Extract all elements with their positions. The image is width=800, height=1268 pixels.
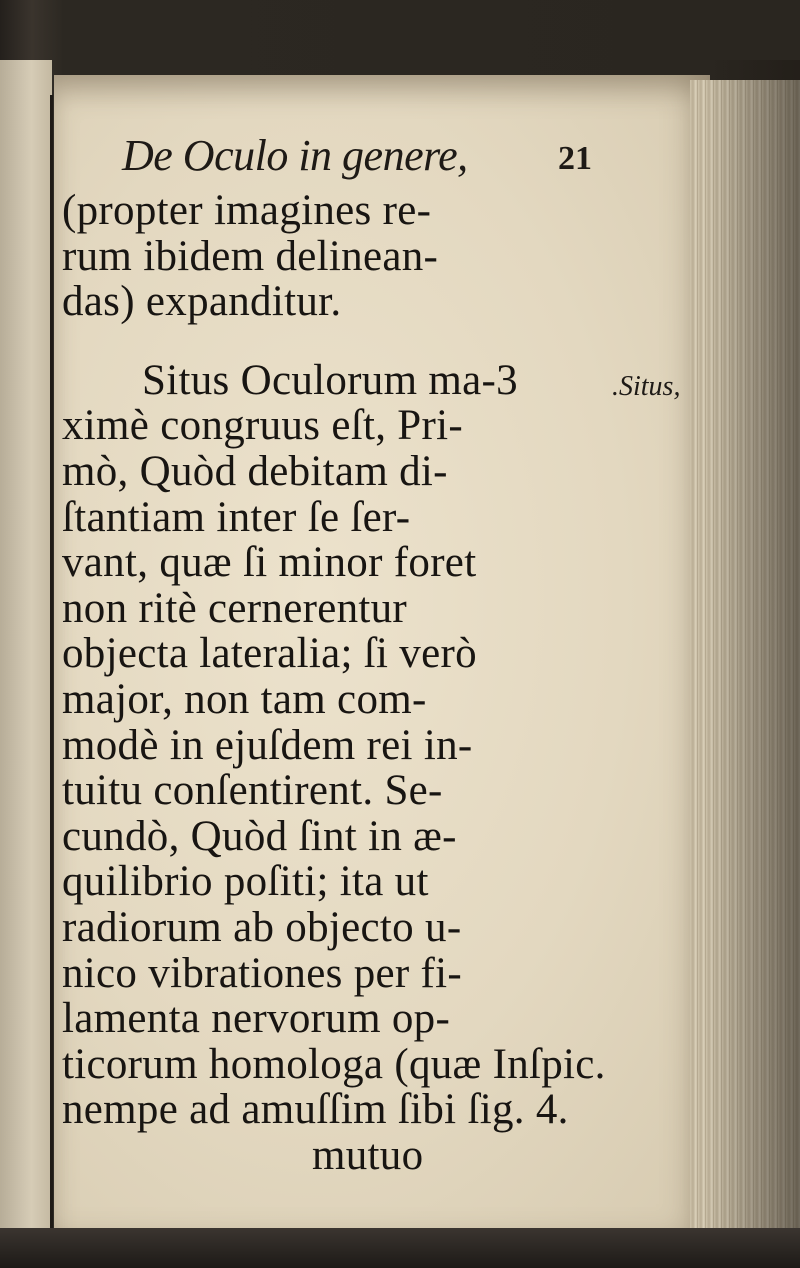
text-line: modè in ejuſdem rei in- <box>62 721 473 769</box>
gutter-rule <box>50 95 53 1240</box>
text-line: nempe ad amuſſim ſibi ſig. 4. <box>62 1086 569 1134</box>
text-line: cundò, Quòd ſint in æ- <box>62 812 457 860</box>
page-number: 21 <box>558 140 592 177</box>
text-line: non ritè cernerentur <box>62 584 408 632</box>
text-line: objecta lateralia; ſi verò <box>62 630 477 678</box>
text-line: rum ibidem delinean- <box>62 232 439 280</box>
text-line: ximè congruus eſt, Pri- <box>62 402 463 450</box>
running-head: De Oculo in genere, <box>122 131 468 180</box>
text-line: Situs Oculorum ma-3 <box>142 356 518 404</box>
previous-page-edge <box>0 60 52 1240</box>
text-line: tuitu conſentirent. Se- <box>62 767 443 815</box>
text-line: quilibrio poſiti; ita ut <box>62 858 429 906</box>
bottom-shadow <box>0 1228 800 1268</box>
text-line: (propter imagines re- <box>62 187 432 234</box>
text-line: major, non tam com- <box>62 675 427 723</box>
text-line: nico vibrationes per fi- <box>62 949 463 997</box>
text-line: lamenta nervorum op- <box>62 995 451 1043</box>
text-line: mò, Quòd debitam di- <box>62 447 448 495</box>
text-line: das) expanditur. <box>62 278 342 326</box>
text-line: ticorum homologa (quæ Inſpic. <box>62 1040 606 1088</box>
text-line: mutuo <box>312 1131 424 1179</box>
text-line: ſtantiam inter ſe ſer- <box>62 493 411 541</box>
margin-note: .Situs, <box>612 371 681 402</box>
text-line: vant, quæ ſi minor foret <box>62 539 477 587</box>
page-stack-shadow <box>705 60 800 1260</box>
text-line: radiorum ab objecto u- <box>62 903 462 951</box>
body-text <box>62 188 662 1178</box>
